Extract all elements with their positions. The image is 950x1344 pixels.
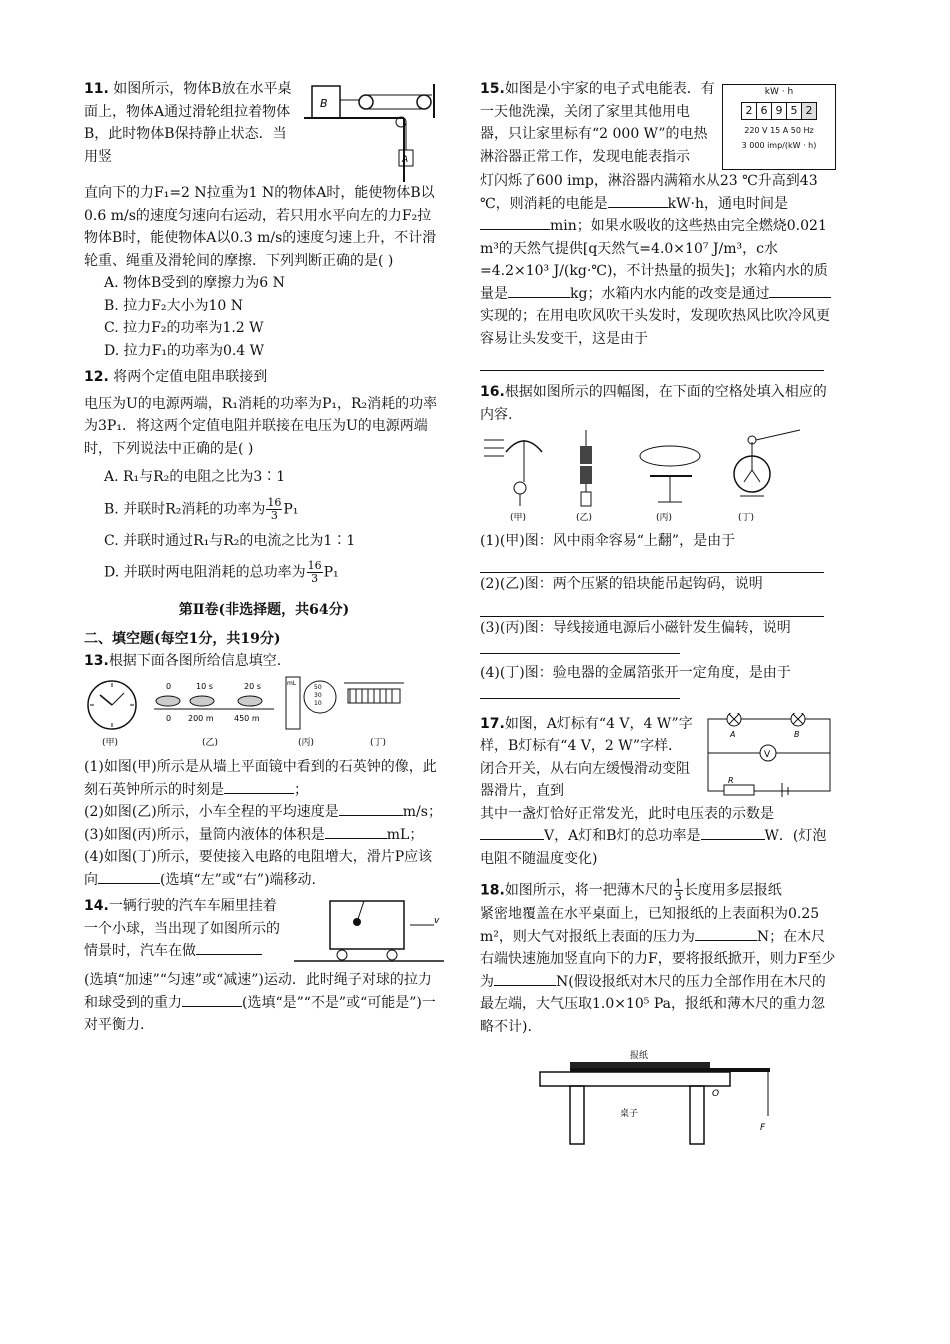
q11-option-d: D. 拉力F₁的功率为0.4 W — [104, 342, 265, 359]
q18-blank1[interactable] — [695, 926, 757, 941]
q18-fraction: $\frac{1}{3}$ — [674, 877, 682, 903]
q13-number: 13. — [84, 653, 109, 669]
q18-table-figure — [480, 1046, 820, 1146]
svg-text:200 m: 200 m — [188, 713, 214, 723]
svg-text:450 m: 450 m — [234, 713, 260, 723]
q17-text-part2: 其中一盏灯恰好正常发光，此时电压表的示数是 — [480, 805, 774, 822]
q12-text-part1: 将两个定值电阻串联接到 — [113, 369, 268, 385]
q11-option-c: C. 拉力F₂的功率为1.2 W — [104, 320, 264, 336]
svg-text:(丁): (丁) — [370, 737, 387, 748]
q13-item1: (1)如图(甲)所示是从墙上平面镜中看到的石英钟的像，此刻石英钟所示的时刻是 — [84, 759, 437, 798]
q14-car-figure — [294, 895, 444, 969]
q16-item2: (2)(乙)图：两个压紧的铅块能吊起钩码，说明 — [480, 576, 763, 592]
q16-figures — [480, 426, 820, 522]
q12-text-part2: 电压为U的电源两端，R₁消耗的功率为P₁，R₂消耗的功率为3P₁．将这两个定值电阻并联接在电压为U的电源两端时，下列说法中正确的是( ) — [84, 395, 438, 457]
q17-blank2[interactable] — [701, 825, 765, 840]
q16-answer-line-1[interactable] — [480, 552, 824, 573]
electroscope-icon — [734, 430, 800, 496]
q14-text-part1: 一辆行驶的汽车车厢里挂着一个小球，当出现了如图所示的情景时，汽车在做 — [84, 898, 280, 959]
q14-number: 14. — [84, 898, 109, 914]
question-12 — [84, 366, 444, 585]
q13-figures — [84, 673, 424, 749]
meter-digits: 2 6 9 5 2 — [741, 102, 817, 120]
q17-circuit-figure — [702, 713, 836, 797]
q17-number: 17. — [480, 715, 505, 732]
clock-icon — [88, 681, 136, 729]
q16-blank4[interactable] — [480, 684, 680, 699]
section-title: 第Ⅱ卷(非选择题，共64分) — [178, 602, 350, 618]
q16-answer-line-2[interactable] — [480, 596, 824, 617]
question-15: kW · h 2 6 9 5 2 220 V 15 A 50 Hz 3 000 imp/(kW · h) 15.如图是小宇家的电子式电能表．有一天他洗澡，关闭了家里其他用电器，只让家里标有“2 000 W”的电热淋浴器正常工作，发现电能表指示 灯闪烁了600 imp，淋浴器内满箱水从23 ℃升高到43 ℃，则消耗的电能是 kW·h，通电时间是min；如果水吸收的这些热由完全燃烧0.021 m³的天然气提供[q天然气=4.0×10⁷ J/m³，c水=4.2×10³ J/(kg·℃)，不计热量的损失]；水箱内水的质量是 kg；水箱内水内能的改变是通过实现的；在用电吹风吹干头发时，发现吹热风比吹冷风更容易让头发变干，这是由于 — [480, 78, 836, 371]
question-17: A B V R 17.如图，A灯标有“4 V，4 W”字样，B灯标有“4 V，2 W”字样．闭合开关，从右向左缓慢滑动变阻器滑片，直到 其中一盏灯恰好正常发光，此时电压表的示数是V，A灯和B灯的总功率是 W．(灯泡电阻不随温度变化) — [480, 713, 836, 871]
q12-option-a: A. R₁与R₂的电阻之比为3∶1 — [104, 469, 286, 485]
q15-number: 15. — [480, 81, 505, 97]
q11-option-b: B. 拉力F₂大小为10 N — [104, 297, 244, 314]
graduated-cylinder — [286, 677, 336, 729]
q13-blank4[interactable] — [98, 869, 160, 884]
svg-text:(丁): (丁) — [738, 513, 755, 522]
lead-blocks-icon — [580, 430, 592, 506]
q15-answer-line[interactable] — [480, 350, 824, 371]
q14-blank1[interactable] — [196, 940, 262, 955]
svg-text:10 s: 10 s — [196, 681, 213, 691]
q14-text-part2: (选填“加速”“匀速”或“减速”)运动．此时绳子对球的拉力和球受到的重力 — [84, 972, 432, 1011]
q11-text-part2: 直向下的力F₁=2 N拉重为1 N的物体A时，能使物体B以0.6 m/s的速度匀速向右运动，若只用水平向左的力F₂拉物体B时，能使物体A以0.3 m/s的速度匀速上升，不计滑轮重、绳重及滑轮间的摩擦．下列判断正确的是( ) — [84, 185, 437, 269]
svg-text:A: A — [402, 155, 409, 165]
svg-text:R: R — [728, 775, 734, 785]
q16-blank3[interactable] — [480, 639, 680, 654]
svg-text:报纸: 报纸 — [630, 1051, 649, 1061]
q13-blank1[interactable] — [224, 779, 294, 794]
q14-text-part3: (选填“是”“不是”或“可能是”)一对平衡力. — [84, 994, 436, 1033]
q12-number: 12. — [84, 369, 109, 385]
q15-text-part2: 灯闪烁了600 imp，淋浴器内满箱水从23 ℃升高到43 ℃，则消耗的电能是 — [480, 173, 818, 212]
svg-text:10: 10 — [314, 699, 322, 707]
svg-text:(乙): (乙) — [576, 513, 593, 522]
q13-item3: (3)如图(丙)所示，量筒内液体的体积是 — [84, 826, 325, 843]
q13-blank2[interactable] — [339, 801, 403, 816]
q12-fraction-b: $\frac{16}{3}$ — [267, 495, 282, 522]
umbrella-icon — [484, 440, 542, 506]
right-column — [480, 78, 836, 1154]
energy-meter: kW · h 2 6 9 5 2 220 V 15 A 50 Hz 3 000 imp/(kW · h) — [722, 84, 836, 170]
q17-text-part1: 如图，A灯标有“4 V，4 W”字样，B灯标有“4 V，2 W”字样．闭合开关，从右向左缓慢滑动变阻器滑片，直到 — [480, 715, 693, 799]
rheostat-icon — [344, 683, 404, 703]
q15-blank1[interactable] — [608, 193, 668, 208]
svg-text:桌子: 桌子 — [620, 1109, 639, 1119]
q18-blank2[interactable] — [494, 971, 556, 986]
svg-text:50: 50 — [314, 683, 322, 691]
q11-pulley-figure — [304, 78, 444, 182]
q16-item3: (3)(丙)图：导线接通电源后小磁针发生偏转，说明 — [480, 619, 791, 636]
svg-text:B: B — [794, 729, 800, 739]
q16-item1: (1)(甲)图：风中雨伞容易“上翻”，是由于 — [480, 532, 736, 549]
q16-number: 16. — [480, 384, 505, 400]
svg-text:A: A — [730, 729, 736, 739]
q18-number: 18. — [480, 882, 505, 899]
svg-text:(乙): (乙) — [202, 737, 219, 748]
question-11 — [84, 78, 444, 362]
left-column — [84, 78, 444, 1037]
q15-blank2[interactable] — [480, 215, 550, 230]
svg-text:(甲): (甲) — [102, 737, 119, 748]
svg-text:(丙): (丙) — [298, 737, 315, 748]
q13-intro: 根据下面各图所给信息填空. — [108, 653, 282, 669]
question-18: 18.如图所示，将一把薄木尺的 $\frac{1}{3}$ 长度用多层报纸 紧密地覆盖在水平桌面上，已知报纸的上表面积为0.25 m²，则大气对报纸上表面的压力为 N；在木尺右端快速施加竖直向下的力F，要将报纸掀开，则力F至少为 N(假设报纸对木尺的压力全部作用在木尺的最左端，大气压取1.0×10⁵ Pa，报纸和薄木尺的重力忽略不计). 报纸 O F 桌子 — [480, 878, 836, 1154]
svg-text:mL: mL — [287, 679, 297, 687]
compass-wire-icon — [640, 446, 700, 502]
q12-option-c: C. 并联时通过R₁与R₂的电流之比为1∶1 — [104, 532, 356, 549]
q13-blank3[interactable] — [325, 824, 387, 839]
svg-text:v: v — [434, 916, 440, 926]
q11-text-part1: 如图所示，物体B放在水平桌面上，物体A通过滑轮组拉着物体B，此时物体B保持静止状态．当用竖 — [84, 81, 292, 165]
question-16 — [480, 381, 836, 707]
svg-text:0: 0 — [166, 713, 172, 723]
question-14 — [84, 895, 444, 1037]
q12-option-d: D. 并联时两电阻消耗的总功率为 $\frac{16}{3}$ P₁ — [104, 559, 339, 585]
svg-text:(甲): (甲) — [510, 513, 527, 522]
section-heading: 二、填空题(每空1分，共19分) — [84, 630, 281, 647]
svg-text:O: O — [712, 1089, 720, 1099]
q18-text-part2: 紧密地覆盖在水平桌面上，已知报纸的上表面积为0.25 m²，则大气对报纸上表面的压力为 — [480, 906, 820, 945]
svg-text:(丙): (丙) — [656, 513, 673, 522]
q16-item4: (4)(丁)图：验电器的金属箔张开一定角度，是由于 — [480, 664, 791, 681]
q13-item2: (2)如图(乙)所示，小车全程的平均速度是 — [84, 804, 339, 820]
svg-text:B: B — [320, 97, 328, 110]
q16-intro: 根据如图所示的四幅图，在下面的空格处填入相应的内容. — [480, 384, 827, 423]
q15-blank3[interactable] — [508, 283, 570, 298]
q12-option-b: B. 并联时R₂消耗的功率为 $\frac{16}{3}$ P₁ — [104, 495, 299, 522]
q12-fraction-d: $\frac{16}{3}$ — [307, 559, 322, 585]
q13-item4: (4)如图(丁)所示，要使接入电路的电阻增大，滑片P应该向 — [84, 849, 433, 888]
q11-number: 11. — [84, 81, 109, 97]
q15-text-part1: 如图是小宇家的电子式电能表．有一天他洗澡，关闭了家里其他用电器，只让家里标有“2 000 W”的电热淋浴器正常工作，发现电能表指示 — [480, 81, 715, 165]
car-track — [154, 682, 274, 723]
svg-text:30: 30 — [314, 691, 322, 699]
question-13: 13.根据下面各图所给信息填空. (甲) 0 10 s 20 s 0 200 m 450 m (乙) mL 50 30 10 (丙) (丁) (1)如图(甲)所示是从墙上平面镜中看到的石英钟的像，此刻石英钟所示的时刻是 ； (2)如图(乙)所示，小车全程的平均速度是 m/s； (3)如图(丙)所示，量筒内液体的体积是 mL； (4)如图(丁)所示，要使接入电路的电阻增大，滑片P应该向 (选填“左”或“右”)端移动. — [84, 653, 442, 888]
svg-text:F: F — [760, 1123, 766, 1133]
q17-blank1[interactable] — [480, 825, 544, 840]
q11-option-a: A. 物体B受到的摩擦力为6 N — [104, 275, 285, 291]
q14-blank2[interactable] — [182, 992, 242, 1007]
svg-text:0: 0 — [166, 681, 172, 691]
svg-text:V: V — [764, 749, 771, 760]
svg-text:20 s: 20 s — [244, 681, 261, 691]
q15-blank4[interactable] — [769, 283, 831, 298]
